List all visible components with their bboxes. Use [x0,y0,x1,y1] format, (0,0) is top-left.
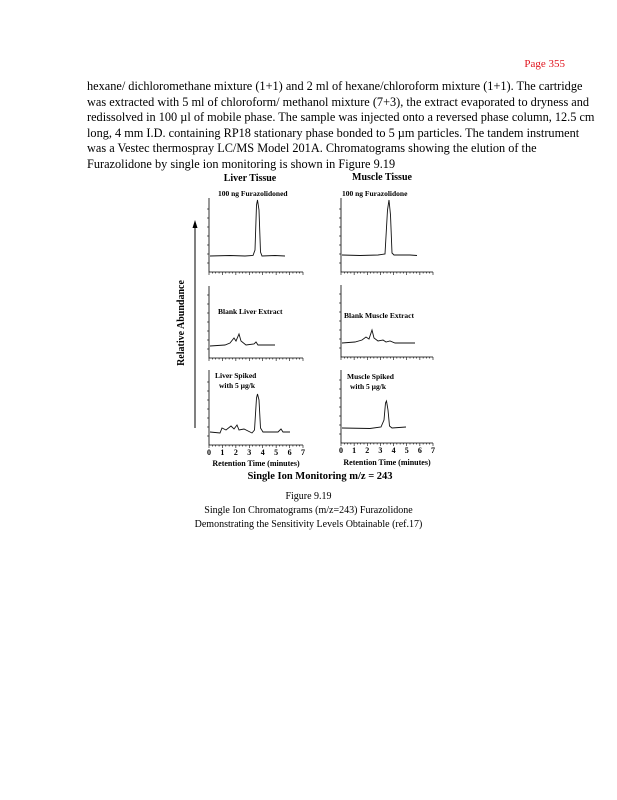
x-tick-label: 7 [301,448,305,457]
trace-muscle-blank [342,330,415,343]
label-muscle-blank: Blank Muscle Extract [344,311,414,320]
x-tick-label: 1 [352,446,357,455]
x-tick-label: 2 [233,448,238,457]
label-liver-spiked-conc: with 5 µg/k [219,381,255,390]
label-liver-standard: 100 ng Furazolidoned [218,189,288,198]
trace-muscle-spiked [342,401,406,429]
trace-liver-standard [210,200,285,256]
x-tick-label: 1 [220,448,225,457]
x-tick-label: 4 [260,448,265,457]
label-muscle-standard: 100 ng Furazolidone [342,189,408,198]
x-tick-label: 2 [365,446,370,455]
x-tick-label: 3 [378,446,383,455]
trace-liver-spiked [210,394,290,433]
x-tick-label: 7 [431,446,435,455]
x-tick-label: 4 [391,446,396,455]
trace-muscle-standard [342,200,417,256]
figure-caption [0,490,617,532]
label-liver-blank: Blank Liver Extract [218,307,283,316]
y-axis-label: Relative Abundance [176,280,187,366]
page-number: Page 355 [524,58,565,70]
panel-axes [209,198,433,445]
label-muscle-spiked-conc: with 5 µg/k [350,382,386,391]
paragraph-line: hexane/ dichloromethane mixture (1+1) and 2 ml of hexane/chloroform mixture (1+1). The cartridge [87,79,583,93]
axis-ticks [207,209,433,448]
x-tick-label: 3 [247,448,252,457]
caption-line: Demonstrating the Sensitivity Levels Obtainable (ref.17) [194,519,423,530]
x-tick-label: 6 [417,446,422,455]
up-arrow-icon [193,220,198,428]
label-muscle-spiked: Muscle Spiked [347,372,394,381]
caption-line: Single Ion Chromatograms (m/z=243) Furazolidone [204,505,413,516]
figure-footer: Single Ion Monitoring m/z = 243 [247,471,393,482]
paragraph-line: redissolved in 100 µl of mobile phase. The sample was injected onto a reversed phase column, 12.5 cm [87,110,595,125]
x-axis-label-right: Retention Time (minutes) [343,458,431,467]
paragraph-line: Furazolidone by single ion monitoring is shown in Figure 9.19 [87,156,396,171]
label-liver-spiked: Liver Spiked [215,371,257,380]
x-tick-label: 5 [404,446,409,455]
x-tick-label: 0 [339,446,343,455]
trace-liver-blank [210,334,275,346]
liver-tissue-title: Liver Tissue [223,173,277,184]
x-tick-label: 0 [207,448,211,457]
x-tick-label: 6 [287,448,292,457]
paragraph-line: was a Vestec thermospray LC/MS Model 201A. Chromatograms showing the elution of the [87,141,537,156]
muscle-tissue-title: Muscle Tissue [352,172,412,183]
x-axis-label-left: Retention Time (minutes) [212,459,300,468]
caption-figure-number: Figure 9.19 [285,491,332,502]
x-tick-label: 5 [274,448,279,457]
paragraph-line: was extracted with 5 ml of chloroform/ methanol mixture (7+3), the extract evaporated to dryness and [87,94,590,109]
paragraph-line: long, 4 mm I.D. containing RP18 stationary phase bonded to 5 µm particles. The tandem instrument [87,125,580,140]
